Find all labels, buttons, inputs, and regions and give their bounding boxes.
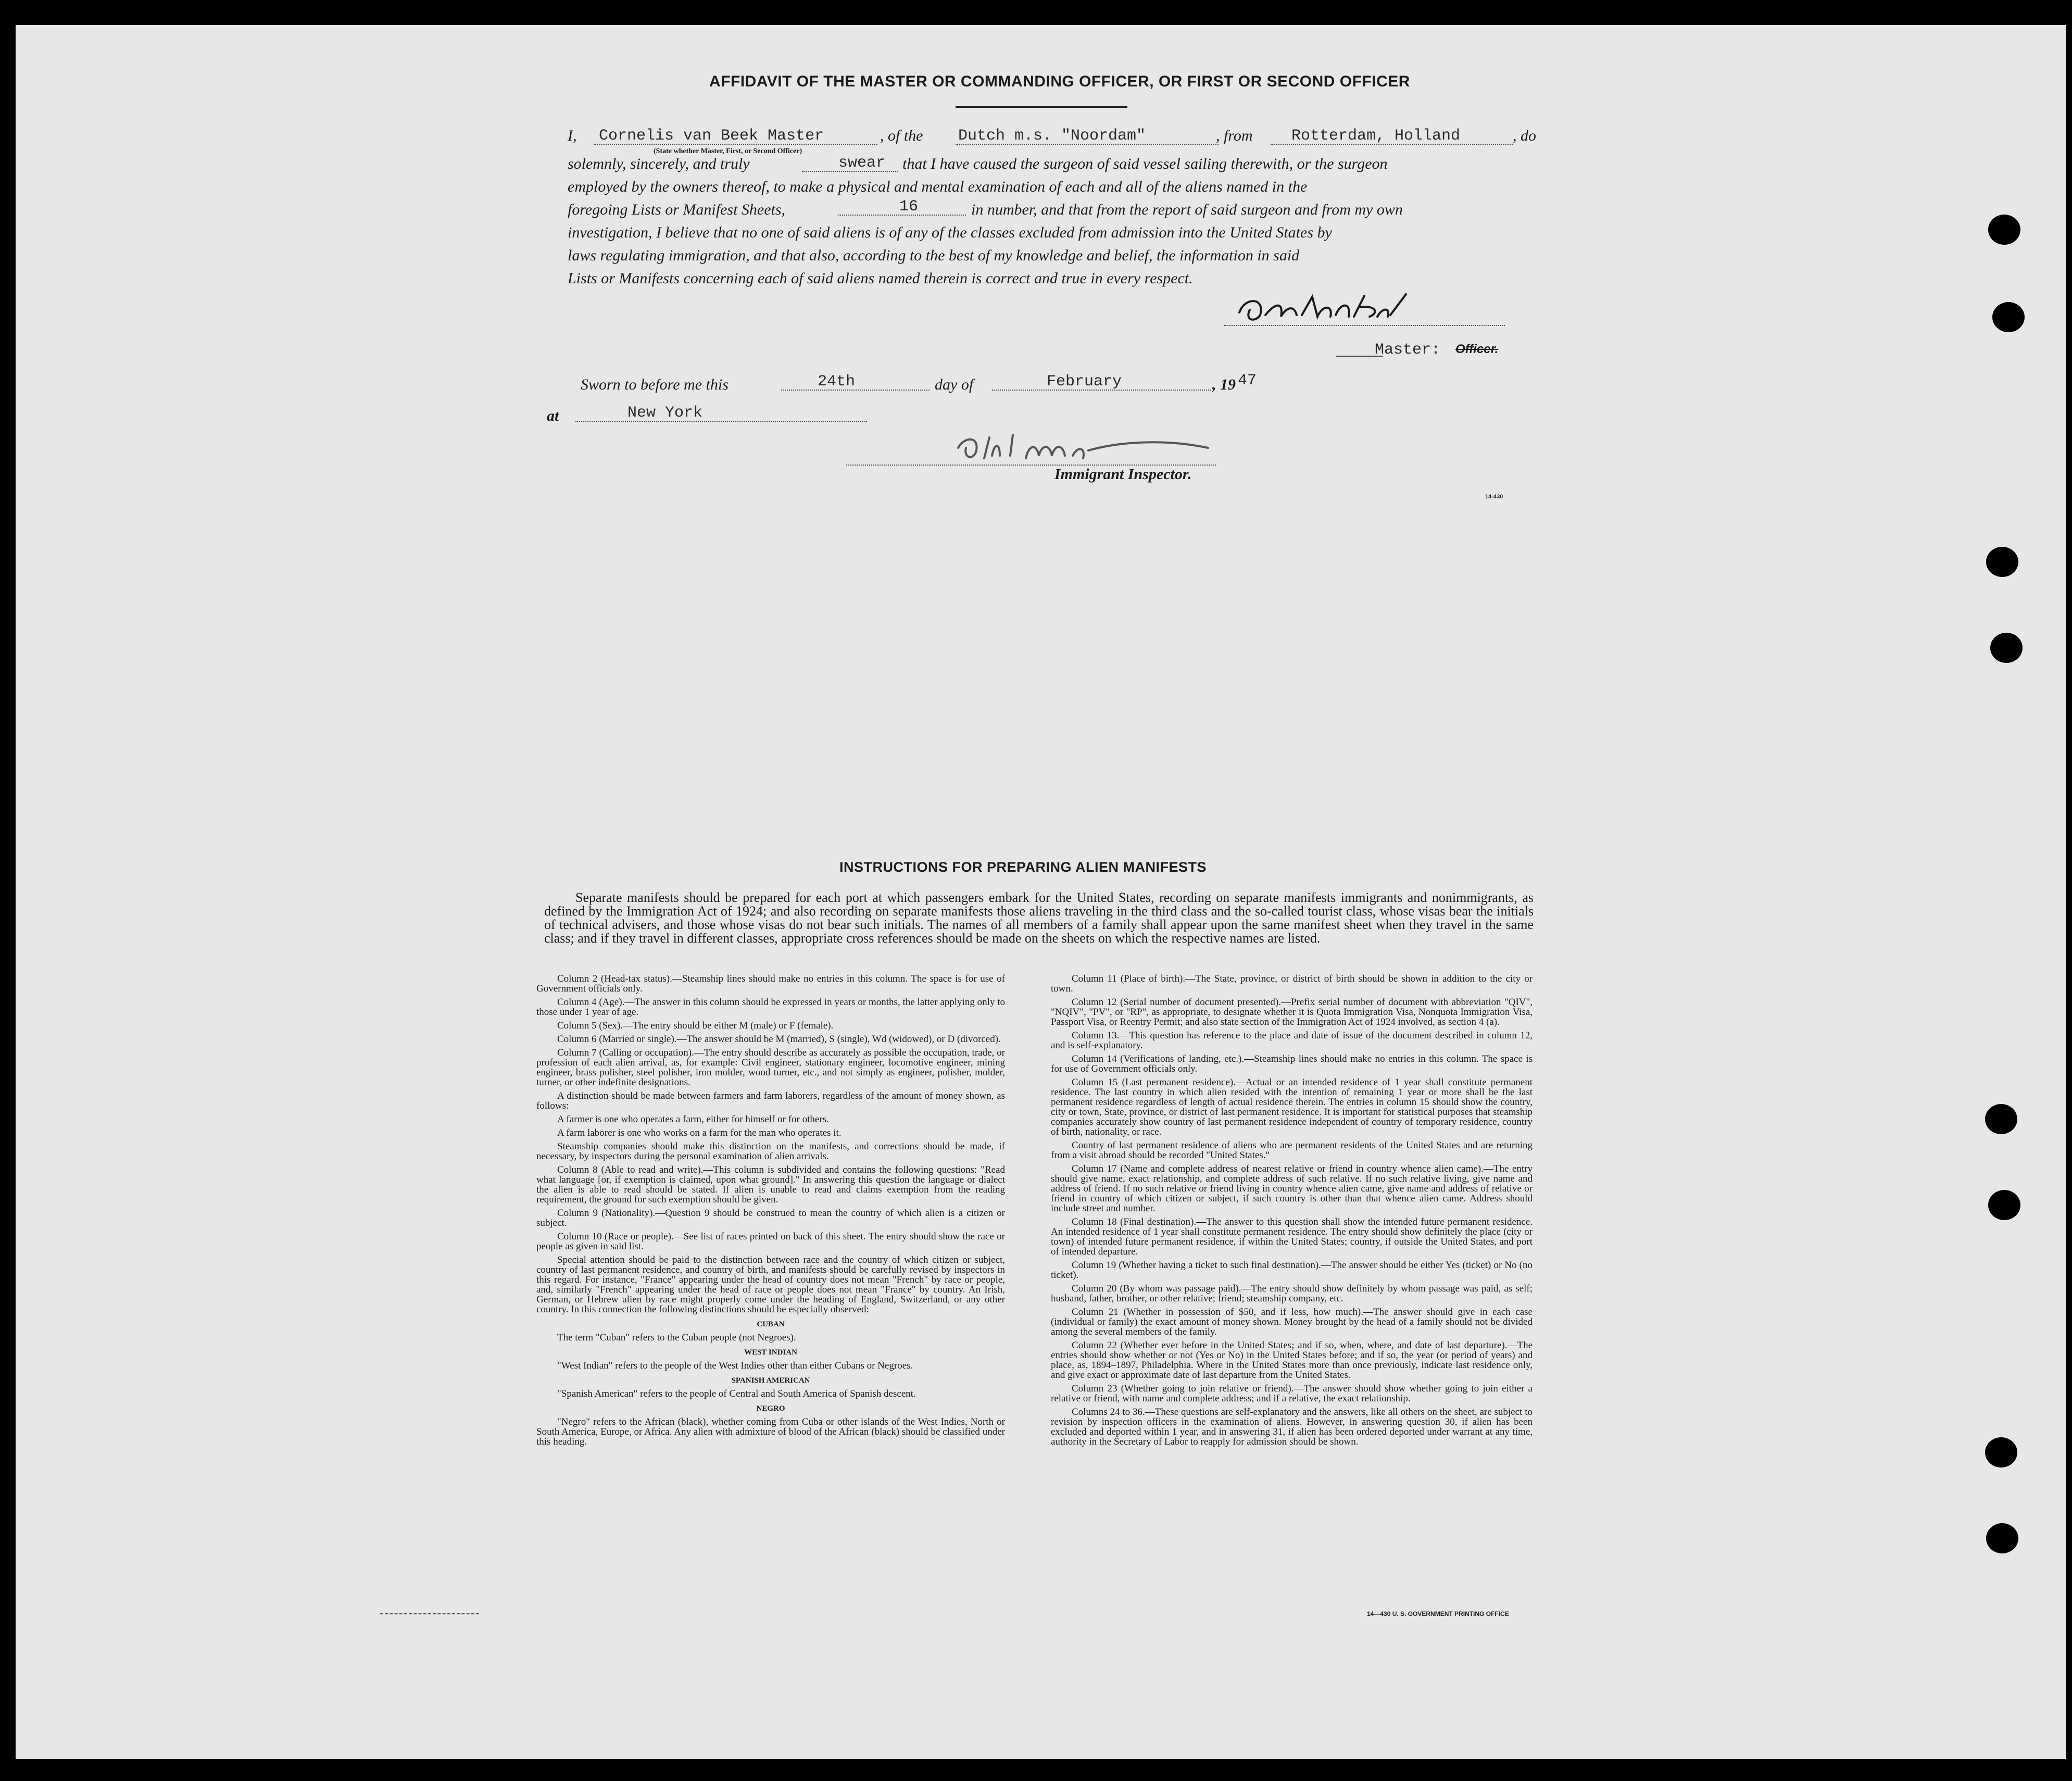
day-of-label: day of: [935, 376, 974, 393]
instruction-paragraph: Column 14 (Verifications of landing, etc.).—Steamship lines should make no entries in this column. The space is for use of Government officials only.: [1051, 1053, 1533, 1074]
cuban-text: The term "Cuban" refers to the Cuban people (not Negroes).: [557, 1332, 796, 1343]
inspector-signature-drawing: [948, 427, 1219, 469]
instruction-paragraph: Columns 24 to 36.—These questions are self-explanatory and the answers, like all others on the sheet, are subject to revision by inspection officers in the examination of aliens. However, in answering question 30, if alien has been excluded and deported within 1 year, and in answering 31, if alien has been ordered deported under warrant at any time, authority in the Secretary of Labor to reapply for admission should be shown.: [1051, 1407, 1533, 1447]
spanish-american-text: "Spanish American" refers to the people of Central and South America of Spanish descent.: [557, 1388, 916, 1399]
of-the-label: , of the: [880, 127, 923, 144]
instructions-left-column: [536, 974, 1005, 1450]
binder-hole: [1988, 1190, 2020, 1220]
master-signature: [1234, 292, 1422, 328]
instruction-paragraph: Special attention should be paid to the distinction between race and the country of which citizen or subject, country of last permanent residence, and country of birth, and manifests should be carefully revised by inspectors in this regard. For instance, "France" appearing under the head of country does not mean "French" by race or people, and, similarly "French" appearing under the head of race or people does not mean "France" by country. An Irish, German, or Hebrew alien by race might properly come under the heading of England, Switzerland, or any other country. In this connection the following distinctions should be especially observed:: [536, 1255, 1005, 1315]
master-signature-drawing: [1234, 292, 1422, 328]
instruction-paragraph: Column 6 (Married or single).—The answer should be M (married), S (single), Wd (widowed), or D (divorced).: [557, 1034, 1001, 1045]
year-field: 47: [1238, 372, 1257, 390]
port-field: Rotterdam, Holland: [1291, 127, 1461, 145]
sheets-underline: [838, 215, 966, 216]
negro-text: "Negro" refers to the African (black), whether coming from Cuba or other islands of the West Indies, North or South America, Europe, or Africa. Any alien with admixture of blood of the African (black) should be classified under this heading.: [536, 1416, 1005, 1447]
instruction-paragraph: Column 11 (Place of birth).—The State, province, or district of birth should be shown in addition to the city or town.: [1051, 973, 1533, 994]
instruction-paragraph: Column 2 (Head-tax status).—Steamship lines should make no entries in this column. The space is for use of Government officials only.: [536, 973, 1005, 994]
month-underline: [992, 390, 1211, 391]
instruction-paragraph: Column 9 (Nationality).—Question 9 should be construed to mean the country of which alien is a citizen or subject.: [536, 1208, 1005, 1228]
affidavit-line-1: [568, 127, 577, 145]
affidavit-line-7: Lists or Manifests concerning each of said aliens named therein is correct and true in every respect.: [568, 270, 1193, 287]
instruction-paragraph: A farm laborer is one who works on a farm for the man who operates it.: [557, 1127, 842, 1138]
line4-suffix: in number, and that from the report of said surgeon and from my own: [971, 201, 1403, 218]
affidavit-line-5: investigation, I believe that no one of said aliens is of any of the classes excluded from admission into the United States by: [568, 224, 1332, 241]
affidavit-line-6: laws regulating immigration, and that also, according to the best of my knowledge and belief, the information in said: [568, 247, 1300, 264]
instruction-paragraph: Column 5 (Sex).—The entry should be either M (male) or F (female).: [557, 1020, 834, 1031]
master-name-underline: [594, 144, 877, 145]
binder-hole: [1986, 547, 2018, 577]
line1-prefix: I,: [568, 127, 577, 144]
affidavit-line-2: [568, 155, 750, 173]
master-signature-rule: [1224, 325, 1505, 326]
west-indian-heading: WEST INDIAN: [744, 1348, 797, 1357]
instruction-paragraph: Column 15 (Last permanent residence).—Actual or an intended residence of 1 year shall constitute permanent residence. The last country in which alien resided with the intention of remaining 1 year or more shall be the last permanent residence regardless of length of actual residence therein. The entries in column 15 should show the country, city or town, State, province, or district of last permanent residence. It is important for statistical purposes that steamship companies accurately show country of last permanent residence independent of country of temporary residence, country of birth, nationality, or race.: [1051, 1077, 1533, 1137]
swear-field: swear: [838, 154, 886, 172]
at-label: at: [547, 407, 559, 424]
instruction-paragraph: Column 23 (Whether going to join relative or friend).—The answer should show whether going to join either a relative or friend, with name and complete address; and if a relative, the exact relationship.: [1051, 1383, 1533, 1404]
line2-prefix: solemnly, sincerely, and truly: [568, 155, 750, 172]
instruction-paragraph: A distinction should be made between farmers and farm laborers, regardless of the amount of money shown, as follows:: [536, 1090, 1005, 1111]
instruction-paragraph: Column 18 (Final destination).—The answer to this question shall show the intended future permanent residence. An intended residence of 1 year shall constitute permanent residence. The entry should show definitely the place (city or town) of intended future permanent residence, if within the United States; country, if outside the United States, and port of intended departure.: [1051, 1216, 1533, 1257]
instruction-paragraph: Steamship companies should make this distinction on the manifests, and corrections should be made, if necessary, by inspectors during the personal examination of alien arrivals.: [536, 1141, 1005, 1162]
binder-hole: [1986, 1523, 2018, 1553]
affidavit-line-3: employed by the owners thereof, to make a physical and mental examination of each and all of the aliens named in the: [568, 178, 1308, 195]
sheets-count-field: 16: [899, 198, 919, 216]
sworn-day-field: 24th: [818, 373, 856, 391]
sworn-day-underline: [781, 390, 930, 391]
printing-office-footer: 14—430 U. S. GOVERNMENT PRINTING OFFICE: [1367, 1610, 1509, 1617]
master-title-label: Master:: [1375, 341, 1441, 359]
line4-prefix: foregoing Lists or Manifest Sheets,: [568, 201, 786, 218]
binder-hole: [1985, 1104, 2017, 1134]
master-name-field: Cornelis van Beek Master: [599, 127, 824, 145]
west-indian-text: "West Indian" refers to the people of the West Indies other than either Cubans or Negroes.: [557, 1360, 913, 1371]
binder-hole: [1988, 215, 2020, 245]
instruction-paragraph: Column 7 (Calling or occupation).—The entry should describe as accurately as possible the occupation, trade, or profession of each alien arrival, as, for example: Civil engineer, stationary engineer, locomotive engineer, mining engineer, brass polisher, steel polisher, iron molder, wood turner, etc., and not simply as engineer, polisher, molder, turner, or other indefinite designations.: [536, 1047, 1005, 1088]
place-underline: [575, 421, 867, 422]
from-label: , from: [1216, 127, 1253, 144]
title-rule: [956, 106, 1127, 108]
line2-suffix: that I have caused the surgeon of said vessel sailing therewith, or the surgeon: [902, 155, 1388, 172]
instruction-paragraph: Column 13.—This question has reference to the place and date of issue of the document described in column 12, and is self-explanatory.: [1051, 1030, 1533, 1051]
affidavit-title: AFFIDAVIT OF THE MASTER OR COMMANDING OFFICER, OR FIRST OR SECOND OFFICER: [709, 73, 1410, 90]
instruction-paragraph: Column 4 (Age).—The answer in this column should be expressed in years or months, the latter applying only to those under 1 year of age.: [536, 997, 1005, 1018]
swear-underline: [802, 171, 898, 172]
instruction-paragraph: Column 20 (By whom was passage paid).—The entry should show definitely by whom passage was paid, as self; husband, father, brother, or other relative; friend; steamship company, etc.: [1051, 1283, 1533, 1304]
instructions-right-column: [1051, 974, 1533, 1450]
do-label: , do: [1513, 127, 1536, 144]
vessel-field: Dutch m.s. "Noordam": [958, 127, 1146, 145]
binder-hole: [1992, 302, 2025, 332]
instructions-title: INSTRUCTIONS FOR PREPARING ALIEN MANIFESTS: [839, 859, 1207, 875]
officer-struck-label: Officer.: [1455, 342, 1499, 356]
port-underline: [1271, 144, 1513, 145]
instruction-paragraph: A farmer is one who operates a farm, either for himself or for others.: [557, 1114, 829, 1125]
footer-dash-left: [380, 1613, 479, 1614]
place-field: New York: [627, 404, 703, 422]
instructions-intro: Separate manifests should be prepared for each port at which passengers embark for the United States, recording on separate manifests immigrants and nonimmigrants, as defined by the Immigration Act of 1924; and also recording on separate manifests those aliens traveling in the third class and the so-called tourist class, whose visas bear the initials of technical advisers, and those whose visas do not bear such initials. The names of all members of a family shall appear upon the same manifest sheet when they travel in the same class; and if they travel in different classes, appropriate cross references should be made on the sheets on which the respective names are listed.: [544, 890, 1534, 946]
inspector-label: Immigrant Inspector.: [1054, 466, 1192, 483]
form-number: 14-430: [1485, 494, 1503, 500]
spanish-american-heading: SPANISH AMERICAN: [731, 1376, 810, 1385]
instruction-paragraph: Column 12 (Serial number of document presented).—Prefix serial number of document with abbreviation "QIV", "NQIV", "PV", or "RP", as appropriate, to designate whether it is Quota Immigration Visa, Nonquota Immigration Visa, Passport Visa, or Reentry Permit; and also state section of the Immigration Act of 1924 involved, as section 4 (a).: [1051, 997, 1533, 1027]
instruction-paragraph: Column 17 (Name and complete address of nearest relative or friend in country whence alien came).—The entry should give name, exact relationship, and complete address of such relative. If no such relative living, give name and address of friend. If no such relative or friend living in country whence alien came, give name and address of relative or friend in country of which citizen or subject, if such country is other than that whence alien came. Address should include street and number.: [1051, 1163, 1533, 1214]
instruction-paragraph: Column 19 (Whether having a ticket to such final destination).—The answer should be either Yes (ticket) or No (no ticket).: [1051, 1260, 1533, 1281]
instruction-paragraph: Country of last permanent residence of aliens who are permanent residents of the United States and are returning from a visit abroad should be recorded "United States.": [1051, 1140, 1533, 1161]
sworn-prefix: Sworn to before me this: [581, 376, 729, 393]
state-note: (State whether Master, First, or Second Officer): [654, 147, 802, 155]
binder-hole: [1985, 1437, 2017, 1468]
binder-hole: [1990, 633, 2023, 663]
instruction-paragraph: Column 8 (Able to read and write).—This column is subdivided and contains the following questions: "Read what language [or, if exemption is claimed, upon what ground]." In answering this question the language or dialect the alien is able to read should be stated. If alien is unable to read and claims exemption from the reading requirement, the ground for such exemption should be given.: [536, 1164, 1005, 1205]
instruction-paragraph: Column 10 (Race or people).—See list of races printed on back of this sheet. The entry should show the race or people as given in said list.: [536, 1231, 1005, 1252]
cuban-heading: CUBAN: [757, 1320, 785, 1328]
year-prefix: , 19: [1212, 376, 1236, 393]
instruction-paragraph: Column 22 (Whether ever before in the United States; and if so, when, where, and date of last departure).—The entries should show whether or not (Yes or No) in the United States before; and if so, the year (or period of years) and place, as, 1894–1897, Philadelphia. Where in the United States more than once previously, indicate last residence only, and give exact or approximate date of last departure from the United States.: [1051, 1340, 1533, 1381]
instruction-paragraph: Column 21 (Whether in possession of $50, and if less, how much).—The answer should give in each case (individual or family) the exact amount of money shown. Money brought by the head of a family should not be divided among the several members of the family.: [1051, 1307, 1533, 1337]
negro-heading: NEGRO: [756, 1404, 785, 1413]
inspector-signature: [948, 427, 1219, 469]
month-field: February: [1047, 373, 1122, 391]
vessel-underline: [956, 144, 1219, 145]
